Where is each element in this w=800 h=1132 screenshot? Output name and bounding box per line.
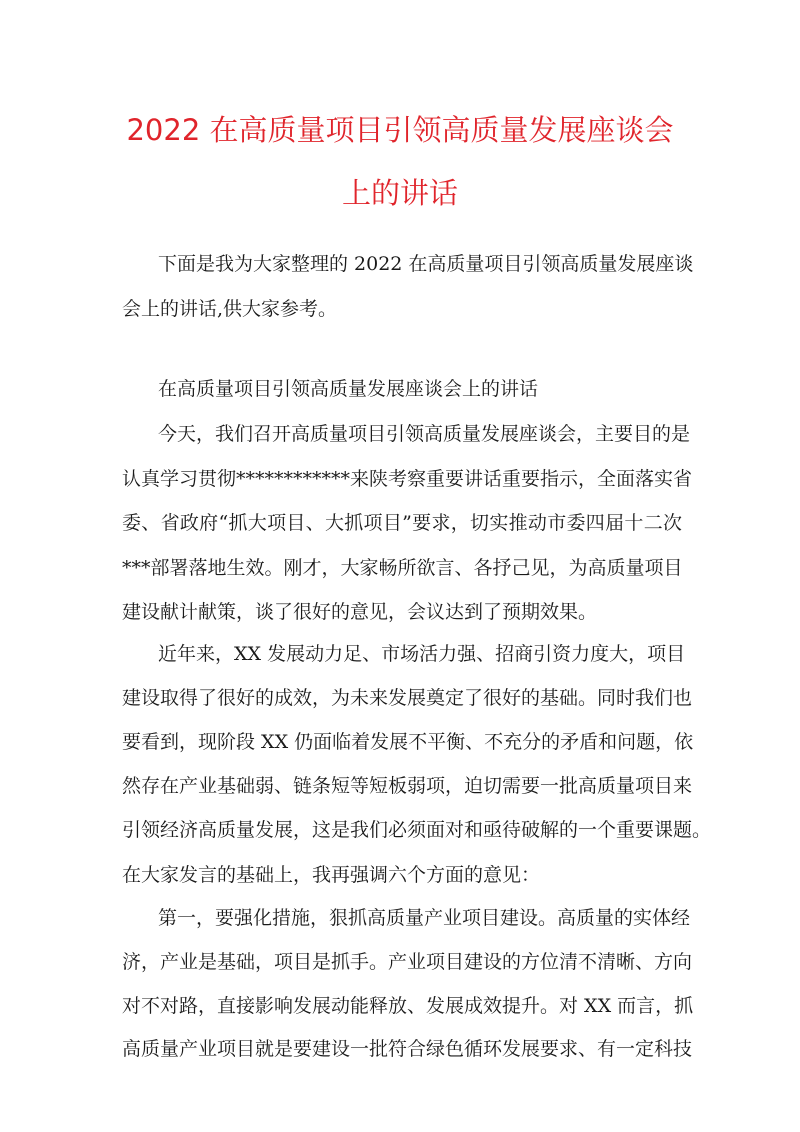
document-title-line-1: 2022 在高质量项目引领高质量发展座谈会 xyxy=(126,113,674,147)
document-subtitle: 在高质量项目引领高质量发展座谈会上的讲话 xyxy=(158,378,539,400)
para1-line-4: ***部署落地生效。刚才，大家畅所欲言、各抒己见，为高质量项目 xyxy=(122,557,683,579)
para3-line-2: 济，产业是基础，项目是抓手。产业项目建设的方位清不清晰、方向 xyxy=(122,951,693,973)
para1-line-1: 今天，我们召开高质量项目引领高质量发展座谈会，主要目的是 xyxy=(158,423,691,445)
intro-line-1: 下面是我为大家整理的 2022 在高质量项目引领高质量发展座谈 xyxy=(158,253,694,275)
para2-line-3: 要看到，现阶段 XX 仍面临着发展不平衡、不充分的矛盾和问题，依 xyxy=(122,731,694,753)
para2-line-6: 在大家发言的基础上，我再强调六个方面的意见： xyxy=(122,864,541,886)
para2-line-2: 建设取得了很好的成效，为未来发展奠定了很好的基础。同时我们也 xyxy=(122,687,693,709)
para2-line-4: 然存在产业基础弱、链条短等短板弱项，迫切需要一批高质量项目来 xyxy=(122,775,693,797)
para2-line-1: 近年来，XX 发展动力足、市场活力强、招商引资力度大，项目 xyxy=(158,643,686,665)
document-title-line-2: 上的讲话 xyxy=(341,176,458,210)
para3-line-1: 第一，要强化措施，狠抓高质量产业项目建设。高质量的实体经 xyxy=(158,907,691,929)
para1-line-2: 认真学习贯彻************来陕考察重要讲话重要指示，全面落实省 xyxy=(122,468,693,490)
para1-line-3: 委、省政府“抓大项目、大抓项目”要求，切实推动市委四届十二次 xyxy=(122,512,682,534)
para1-line-5: 建设献计献策，谈了很好的意见，会议达到了预期效果。 xyxy=(122,601,598,623)
intro-line-2: 会上的讲话,供大家参考。 xyxy=(122,298,338,320)
para3-line-4: 高质量产业项目就是要建设一批符合绿色循环发展要求、有一定科技 xyxy=(122,1038,693,1060)
para3-line-3: 对不对路，直接影响发展动能释放、发展成效提升。对 XX 而言，抓 xyxy=(122,995,694,1017)
para2-line-5: 引领经济高质量发展，这是我们必须面对和亟待破解的一个重要课题。 xyxy=(122,819,712,841)
